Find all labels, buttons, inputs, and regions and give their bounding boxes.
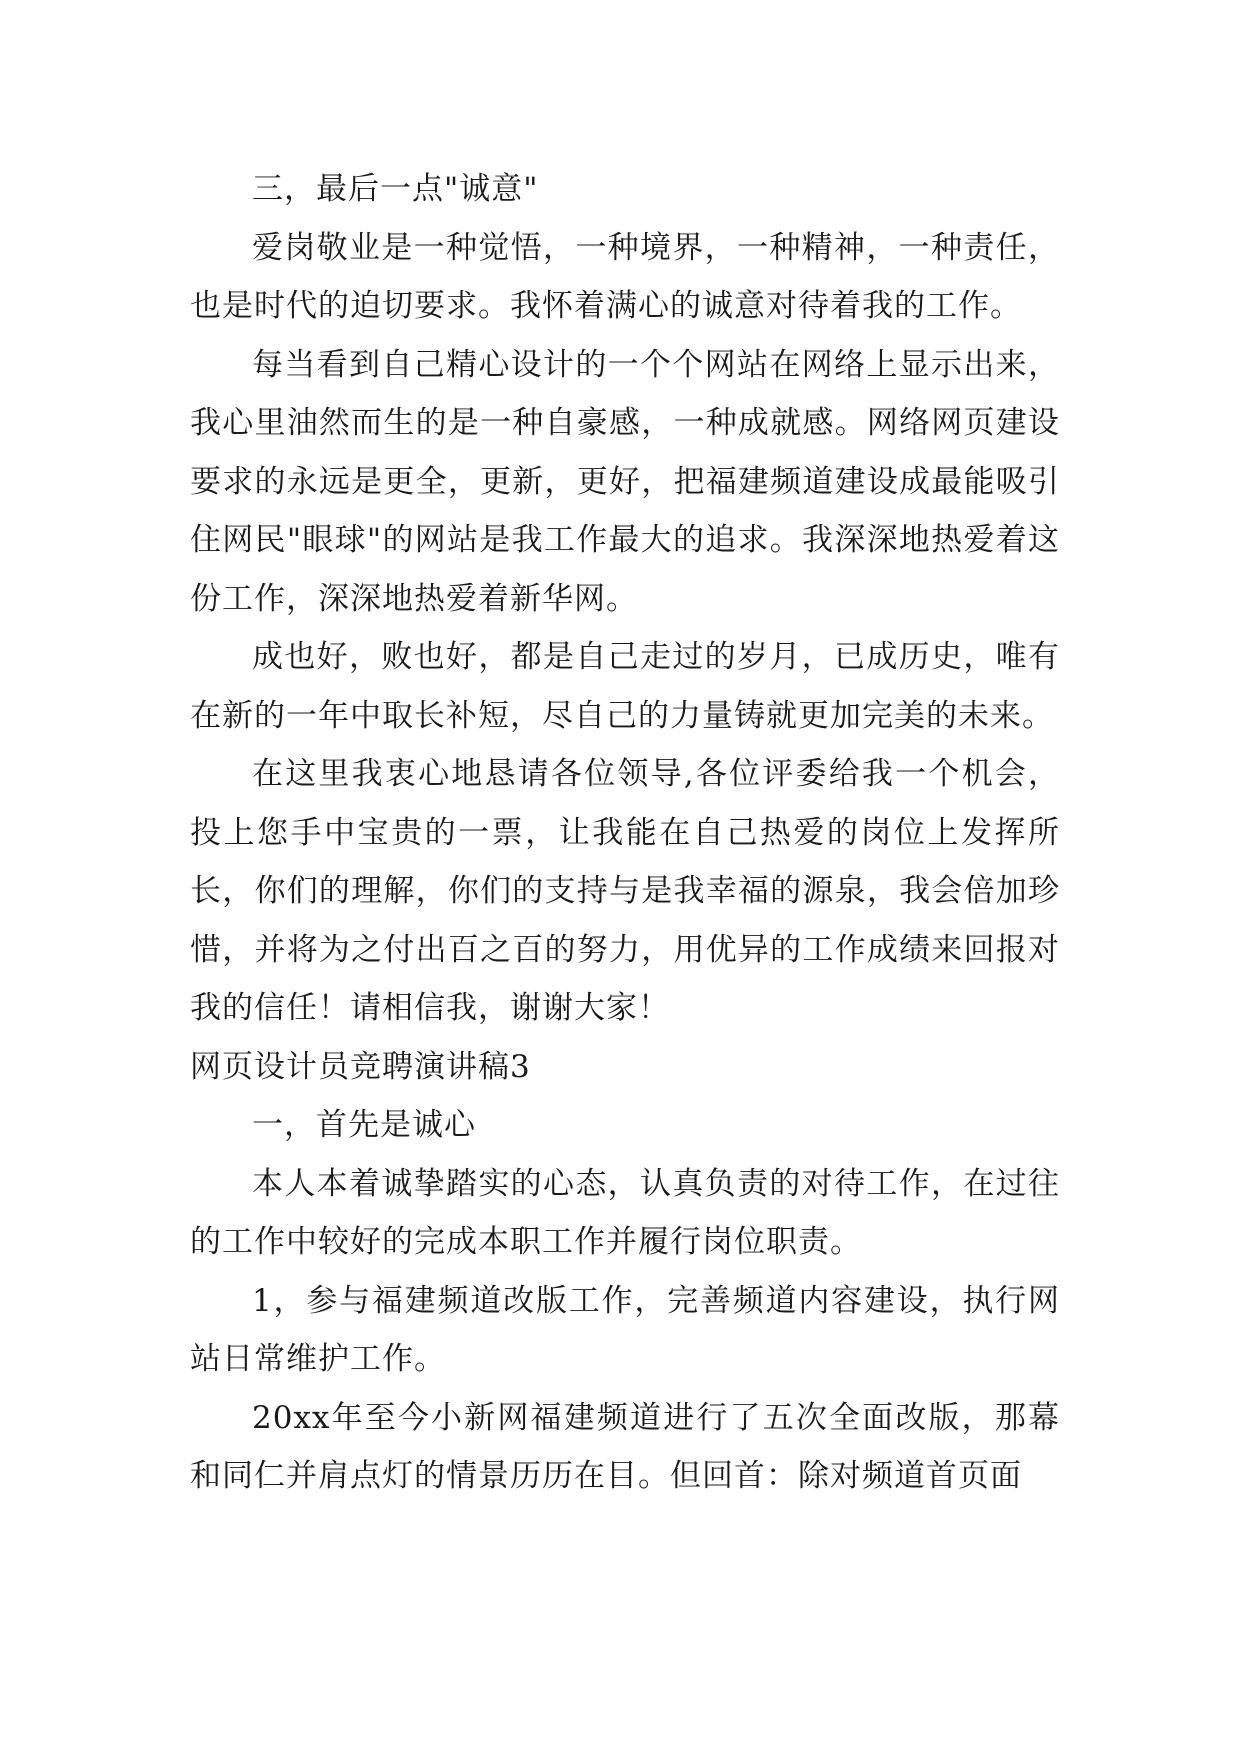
document-body [190, 160, 1060, 1506]
section-heading: 一，首先是诚心 [252, 1107, 476, 1143]
paragraph: 每当看到自己精心设计的一个个网站在网络上显示出来，我心里油然而生的是一种自豪感，一种成就感。网络网页建设要求的永远是更全，更新，更好，把福建频道建设成最能吸引住网民"眼球"的网站是我工作最大的追求。我深深地热爱着这份工作，深深地热爱着新华网。 [190, 346, 1060, 617]
article-title: 网页设计员竞聘演讲稿3 [190, 1048, 531, 1085]
paragraph: 20xx年至今小新网福建频道进行了五次全面改版，那幕和同仁并肩点灯的情景历历在目。但回首：除对频道首页面 [190, 1399, 1060, 1494]
paragraph: 1，参与福建频道改版工作，完善频道内容建设，执行网站日常维护工作。 [190, 1282, 1060, 1377]
paragraph: 爱岗敬业是一种觉悟，一种境界，一种精神，一种责任，也是时代的迫切要求。我怀着满心的诚意对待着我的工作。 [190, 229, 1060, 324]
paragraph: 成也好，败也好，都是自己走过的岁月，已成历史，唯有在新的一年中取长补短，尽自己的力量铸就更加完美的未来。 [190, 639, 1060, 734]
paragraph: 在这里我衷心地恳请各位领导,各位评委给我一个机会，投上您手中宝贵的一票，让我能在自己热爱的岗位上发挥所长，你们的理解，你们的支持与是我幸福的源泉，我会倍加珍惜，并将为之付出百之百的努力，用优异的工作成绩来回报对我的信任！请相信我，谢谢大家！ [190, 756, 1060, 1026]
paragraph: 本人本着诚挚踏实的心态，认真负责的对待工作，在过往的工作中较好的完成本职工作并履行岗位职责。 [190, 1165, 1060, 1260]
section-heading: 三，最后一点"诚意" [252, 171, 539, 207]
